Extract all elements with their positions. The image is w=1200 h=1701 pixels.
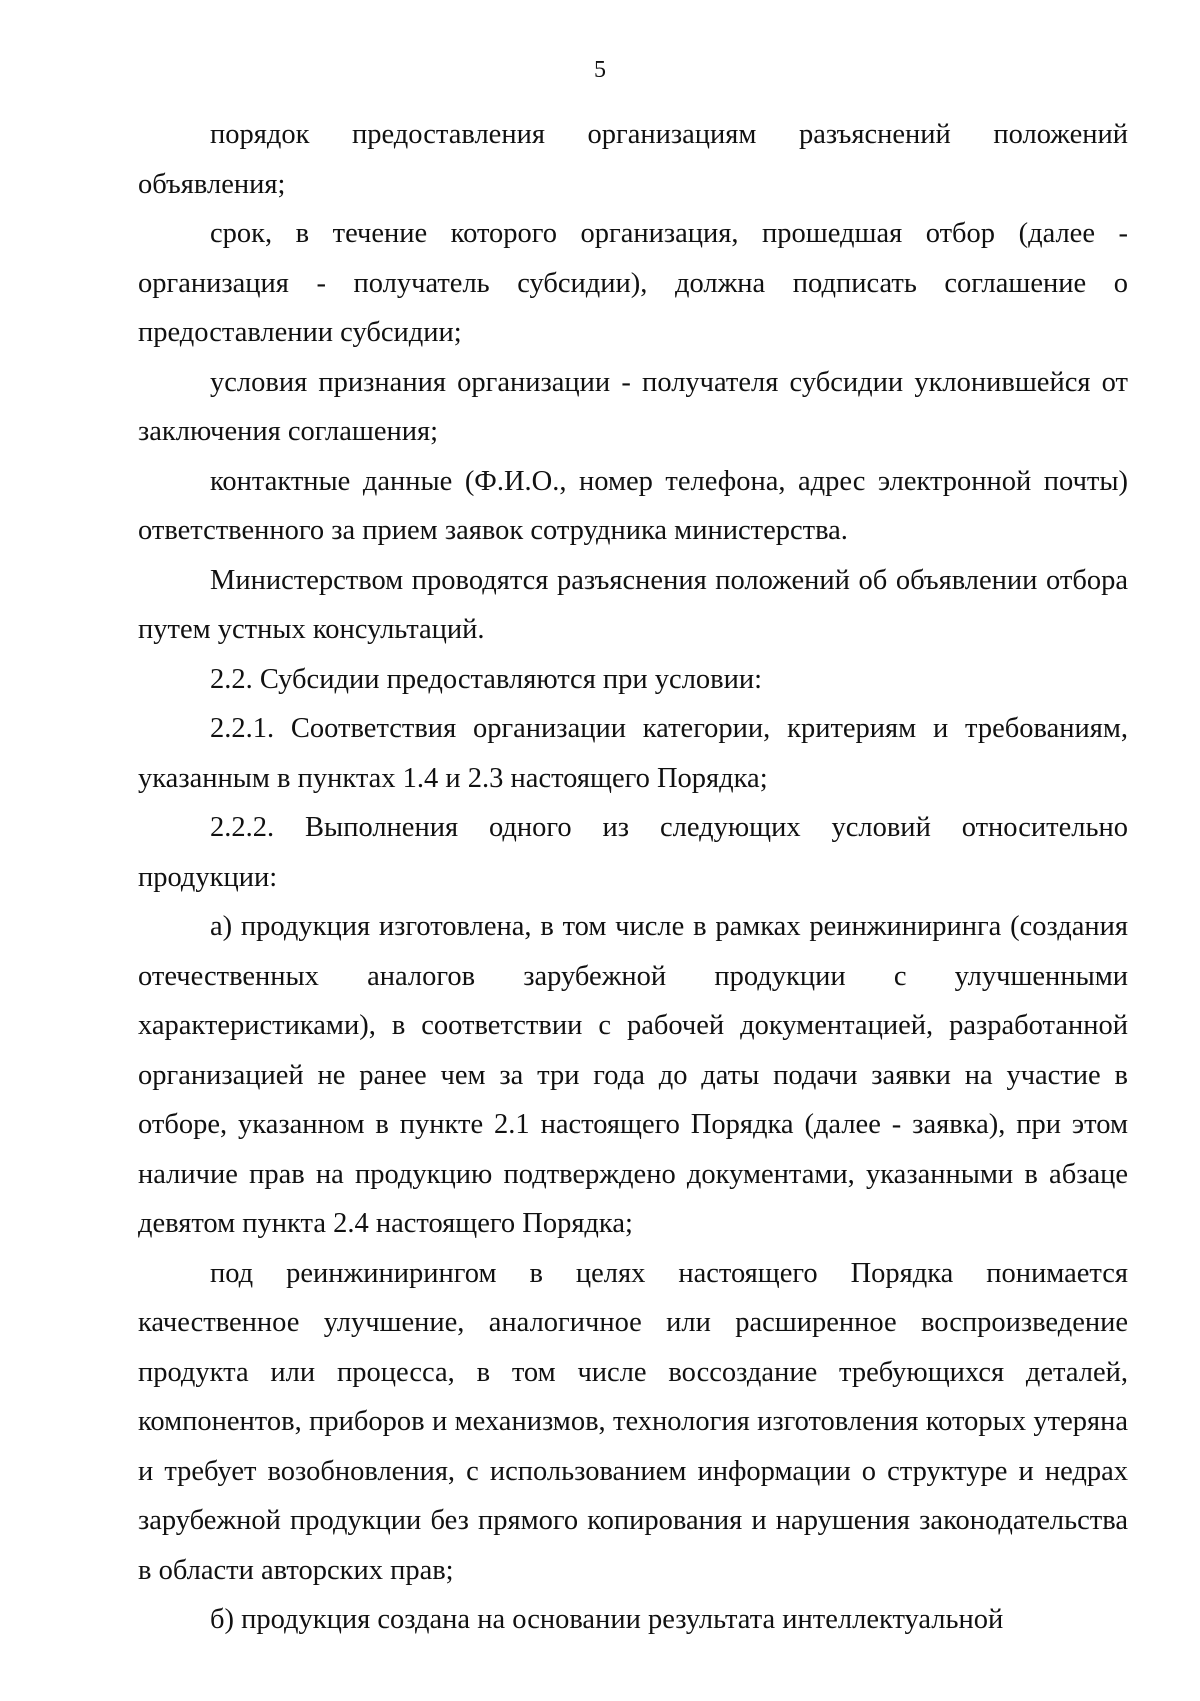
page-number: 5 [594, 57, 606, 83]
paragraph-explanation-procedure: порядок предоставления организациям разъяснений положений объявления; [138, 119, 1128, 200]
paragraph-contact-details: контактные данные (Ф.И.О., номер телефона, адрес электронной почты) ответственного за прием заявок сотрудника министерства. [138, 465, 1128, 546]
paragraph-oral-consultations: Министерством проводятся разъяснения положений об объявлении отбора путем устных консультаций. [138, 564, 1128, 645]
paragraph-section-2-2: 2.2. Субсидии предоставляются при условии: [210, 663, 763, 695]
paragraph-section-2-2-1: 2.2.1. Соответствия организации категории, критериям и требованиям, указанным в пунктах 1.4 и 2.3 настоящего Порядка; [138, 713, 1128, 794]
document-body [138, 110, 1128, 1645]
paragraph-item-a: а) продукция изготовлена, в том числе в рамках реинжиниринга (создания отечественных аналогов зарубежной продукции с улучшенными характеристиками), в соответствии с рабочей документацией, разработанной организацией не ранее чем за три года до даты подачи заявки на участие в отборе, указанном в пункте 2.1 настоящего Порядка (далее - заявка), при этом наличие прав на продукцию подтверждено документами, указанными в абзаце девятом пункта 2.4 настоящего Порядка; [138, 911, 1128, 1239]
paragraph-evasion-conditions: условия признания организации - получателя субсидии уклонившейся от заключения соглашения; [138, 366, 1128, 447]
paragraph-agreement-deadline: срок, в течение которого организация, прошедшая отбор (далее - организация - получатель субсидии), должна подписать соглашение о предоставлении субсидии; [138, 218, 1128, 348]
paragraph-section-2-2-2: 2.2.2. Выполнения одного из следующих условий относительно продукции: [138, 812, 1128, 893]
paragraph-item-b: б) продукция создана на основании результата интеллектуальной [210, 1604, 1004, 1635]
paragraph-reengineering-definition: под реинжинирингом в целях настоящего Порядка понимается качественное улучшение, аналогичное или расширенное воспроизведение продукта или процесса, в том числе воссоздание требующихся деталей, компонентов, приборов и механизмов, технология изготовления которых утеряна и требует возобновления, с использованием информации о структуре и недрах зарубежной продукции без прямого копирования и нарушения законодательства в области авторских прав; [138, 1257, 1128, 1586]
